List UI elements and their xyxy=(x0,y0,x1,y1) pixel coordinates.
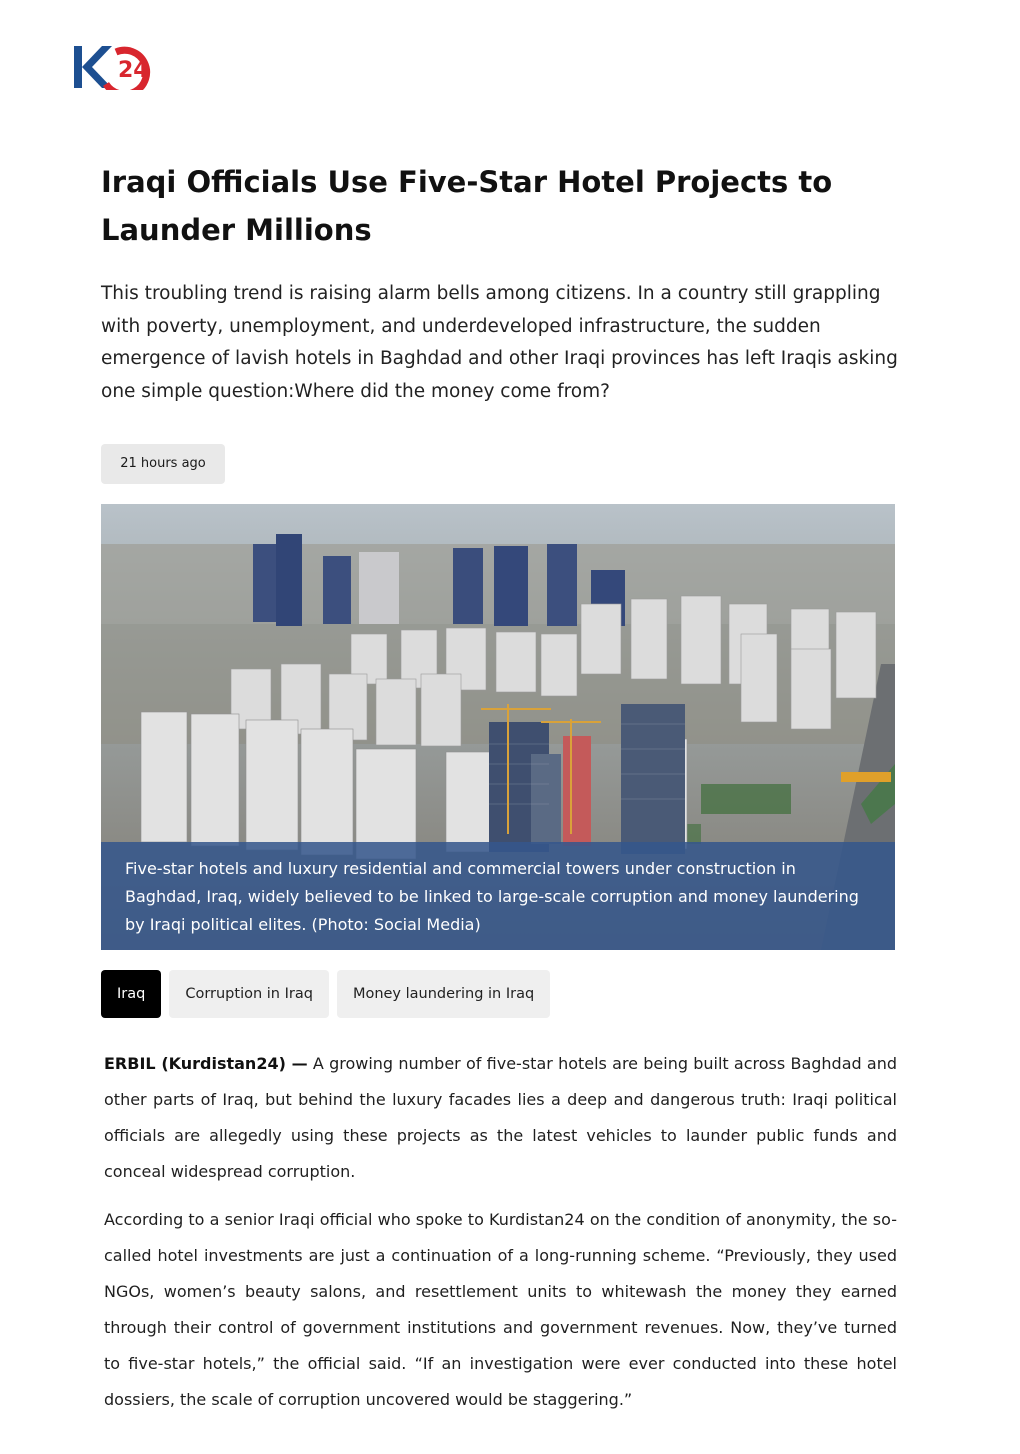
svg-text:24: 24 xyxy=(118,58,149,83)
tag-corruption-in-iraq[interactable]: Corruption in Iraq xyxy=(169,970,329,1018)
timestamp-badge: 21 hours ago xyxy=(101,444,225,484)
k24-logo-mark xyxy=(72,44,152,90)
article-paragraph-2: According to a senior Iraqi official who spoke to Kurdistan24 on the condition of anonymity, the so-called hotel investments are just a continuation of a long-running scheme. “Previously, they used NGOs, women’s beauty salons, and resettlement units to whitewash the money they earned through their control of government institutions and government revenues. Now, they’ve turned to five-star hotels,” the official said. “If an investigation were ever conducted into these hotel dossiers, the scale of corruption uncovered would be staggering.” xyxy=(104,1210,897,1409)
article-paragraph-1 xyxy=(104,1046,897,1190)
tag-list xyxy=(101,970,550,1018)
hero-image[interactable] xyxy=(101,504,895,950)
tag-iraq[interactable]: Iraq xyxy=(101,970,161,1018)
article-summary: This troubling trend is raising alarm bells among citizens. In a country still grappling with poverty, unemployment, and underdeveloped infrastructure, the sudden emergence of lavish hotels in Baghdad and other Iraqi provinces has left Iraqis asking one simple question:Where did the money come from? xyxy=(101,283,898,402)
dateline: ERBIL (Kurdistan24) — xyxy=(104,1054,308,1073)
tag-money-laundering-in-iraq[interactable]: Money laundering in Iraq xyxy=(337,970,550,1018)
paragraph-1-text: A growing number of five-star hotels are being built across Baghdad and other parts of Iraq, but behind the luxury facades lies a deep and dangerous truth: Iraqi political officials are allegedly using these projects as the latest vehicles to launder public funds and conceal widespread corruption. xyxy=(104,1054,898,1181)
image-caption: Five-star hotels and luxury residential and commercial towers under construction in Baghdad, Iraq, widely believed to be linked to large-scale corruption and money laundering by Iraqi political elites. (Photo: Social Media) xyxy=(101,842,895,950)
k24-logo[interactable] xyxy=(72,44,152,90)
article-title: Iraqi Officials Use Five-Star Hotel Projects to Launder Millions xyxy=(101,165,833,247)
